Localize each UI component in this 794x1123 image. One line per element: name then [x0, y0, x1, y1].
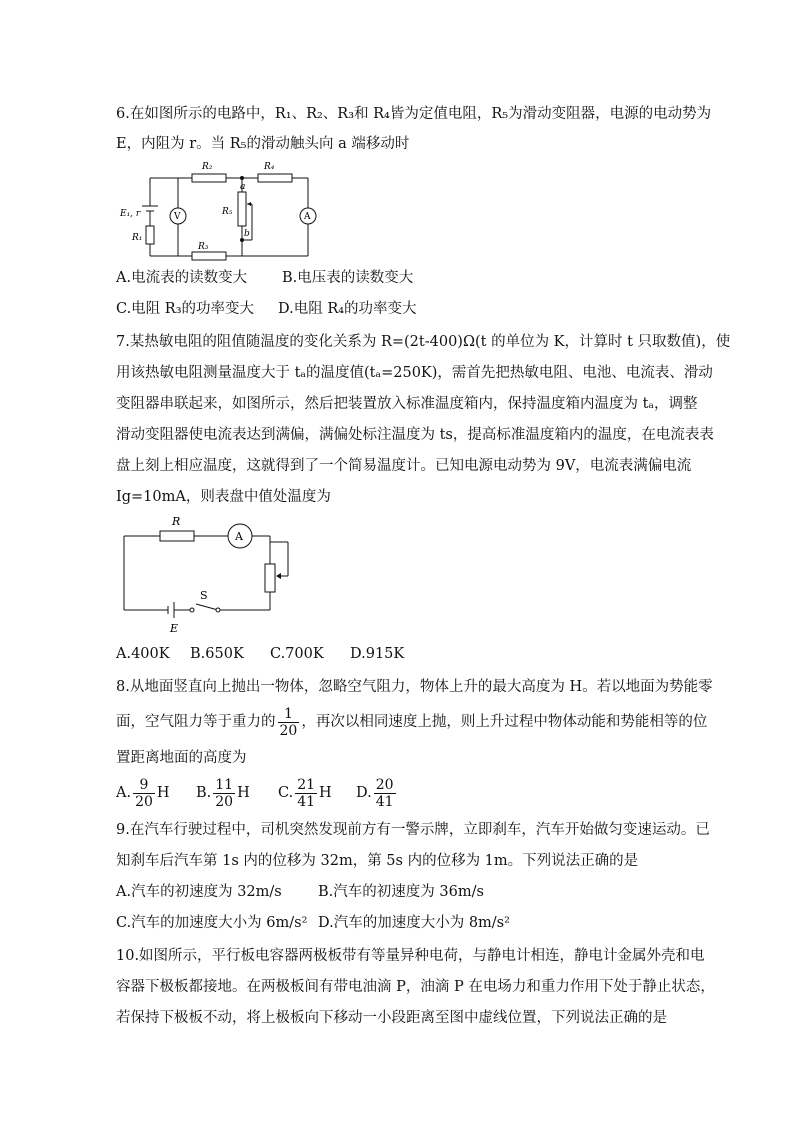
- q6-b-label: b: [244, 229, 250, 239]
- q8-fraction: [278, 706, 300, 739]
- q8-option-a-fraction: [133, 777, 155, 810]
- q9-stem-line1: 9.在汽车行驶过程中，司机突然发现前方有一警示牌，立即刹车，汽车开始做匀变速运动。已: [116, 822, 710, 838]
- q7-ammeter-label: A: [235, 530, 243, 543]
- q8-option-c[interactable]: [278, 772, 332, 814]
- q10-stem-line2: 容器下极板都接地。在两极板间有带电油滴 P，油滴 P 在电场力和重力作用下处于静止状态，: [116, 979, 715, 995]
- q7-circuit-diagram: [118, 512, 298, 634]
- q7-stem-line1: 7.某热敏电阻的阻值随温度的变化关系为 R=(2t-400)Ω(t 的单位为 K，计算时 t 只取数值)，使: [116, 334, 731, 350]
- q6-option-b[interactable]: B.电压表的读数变大: [282, 270, 414, 286]
- q7-stem-line5: 盘上刻上相应温度，这就得到了一个简易温度计。已知电源电动势为 9V，电流表满偏电流: [116, 458, 692, 474]
- q8-option-c-den: 41: [297, 793, 316, 810]
- q8-option-b-label: B.: [196, 785, 212, 801]
- q8-option-b-fraction: [213, 777, 235, 810]
- q7-stem-line2: 用该热敏电阻测量温度大于 tₐ的温度值(tₐ=250K)，需首先把热敏电阻、电池、电流表、滑动: [116, 365, 713, 381]
- q10-stem-line3: 若保持下极板不动，将上极板向下移动一小段距离至图中虚线位置，下列说法正确的是: [116, 1010, 667, 1026]
- q7-option-d[interactable]: D.915K: [350, 646, 405, 662]
- q8-stem-line3: 置距离地面的高度为: [116, 750, 247, 766]
- q8-option-a[interactable]: [116, 772, 170, 814]
- q7-stem-line4: 滑动变阻器使电流表达到满偏，满偏处标注温度为 ts，提高标准温度箱内的温度，在电流表表: [116, 427, 714, 443]
- q10-stem-line1: 10.如图所示，平行板电容器两极板带有等量异种电荷，与静电计相连，静电计金属外壳和电: [116, 948, 705, 964]
- q7-stem-line3: 变阻器串联起来，如图所示，然后把装置放入标准温度箱内，保持温度箱内温度为 tₐ，调整: [116, 396, 698, 412]
- q8-option-a-num: 9: [133, 777, 155, 794]
- q6-ammeter-label: A: [304, 212, 311, 222]
- q8-option-d-label: D.: [356, 785, 372, 801]
- q8-option-a-label: A.: [116, 785, 132, 801]
- q6-r2-label: R₂: [202, 162, 213, 172]
- q8-option-b-num: 11: [215, 776, 234, 793]
- q6-r3-label: R₃: [198, 242, 209, 252]
- q6-option-d[interactable]: D.电阻 R₄的功率变大: [278, 301, 417, 317]
- q7-switch-label: S: [200, 589, 208, 602]
- q7-option-b[interactable]: B.650K: [190, 646, 244, 662]
- q9-stem-line2: 知刹车后汽车第 1s 内的位移为 32m，第 5s 内的位移为 1m。下列说法正确的是: [116, 853, 639, 869]
- q7-r-label: R: [172, 515, 181, 528]
- q9-option-c[interactable]: C.汽车的加速度大小为 6m/s²: [116, 915, 308, 931]
- q9-option-b[interactable]: B.汽车的初速度为 36m/s: [318, 884, 484, 900]
- q6-stem-line1: 6.在如图所示的电路中，R₁、R₂、R₃和 R₄皆为定值电阻，R₅为滑动变阻器，电源的电动势为: [116, 106, 712, 122]
- q6-voltmeter-label: V: [174, 212, 181, 222]
- q8-fraction-denominator: 20: [279, 722, 298, 739]
- q8-fraction-numerator: 1: [278, 706, 300, 723]
- q8-option-c-num: 21: [297, 776, 316, 793]
- q8-option-a-unit: H: [156, 785, 170, 801]
- q6-r5-label: R₅: [222, 207, 233, 217]
- q8-option-d-fraction: [374, 777, 396, 810]
- q8-option-b-den: 20: [215, 793, 234, 810]
- q6-option-a[interactable]: A.电流表的读数变大: [116, 270, 248, 286]
- q8-option-c-fraction: [295, 777, 317, 810]
- q6-circuit-diagram: [118, 160, 328, 266]
- q9-option-a[interactable]: A.汽车的初速度为 32m/s: [116, 884, 282, 900]
- q8-stem-line2-part1: 面，空气阻力等于重力的: [116, 714, 276, 730]
- q8-option-d-num: 20: [375, 776, 394, 793]
- q8-option-a-den: 20: [135, 793, 153, 810]
- q8-option-b[interactable]: [196, 772, 250, 814]
- q7-stem-line6: Ig=10mA，则表盘中值处温度为: [116, 489, 331, 505]
- q8-option-d-den: 41: [375, 793, 394, 810]
- q6-a-label: a: [240, 182, 246, 192]
- q7-emf-label: E: [170, 622, 179, 634]
- q6-source-label: E₁, r: [120, 209, 141, 219]
- q7-option-a[interactable]: A.400K: [116, 646, 170, 662]
- q8-stem-line2-part2: ，再次以相同速度上抛，则上升过程中物体动能和势能相等的位: [301, 714, 708, 730]
- q8-stem-line1: 8.从地面竖直向上抛出一物体，忽略空气阻力，物体上升的最大高度为 H。若以地面为势能零: [116, 679, 713, 695]
- q7-option-c[interactable]: C.700K: [270, 646, 324, 662]
- q8-option-c-label: C.: [278, 785, 294, 801]
- q8-option-d[interactable]: [356, 772, 398, 814]
- q9-option-d[interactable]: D.汽车的加速度大小为 8m/s²: [318, 915, 510, 931]
- q6-r4-label: R₄: [264, 162, 275, 172]
- q6-stem-line2: E，内阻为 r。当 R₅的滑动触头向 a 端移动时: [116, 136, 410, 152]
- q8-option-c-unit: H: [319, 785, 332, 801]
- q6-option-c[interactable]: C.电阻 R₃的功率变大: [116, 301, 255, 317]
- q6-r1-label: R₁: [132, 233, 143, 243]
- q8-stem-line2: [116, 700, 707, 744]
- q8-option-b-unit: H: [237, 785, 250, 801]
